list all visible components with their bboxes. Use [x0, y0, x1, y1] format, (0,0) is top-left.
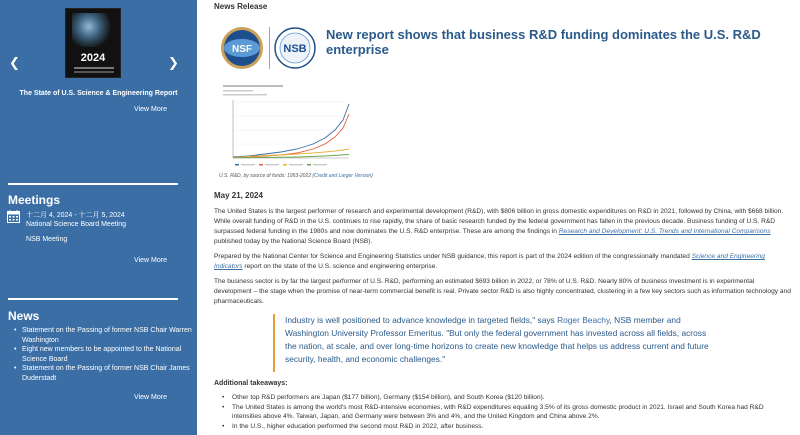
chart-caption-text: U.S. R&D, by source of funds: 1953-2022 (	[219, 173, 315, 179]
nsf-logo-text: NSF	[232, 44, 252, 55]
chart-subtitle-line	[223, 90, 253, 92]
sidebar-divider	[8, 298, 178, 300]
quote-part-1: Industry is well positioned to advance knowledge in targeted fields," says	[285, 315, 558, 325]
para1-text-end: published today by the National Science Board (NSB).	[214, 238, 373, 245]
carousel-next-icon[interactable]: ❯	[168, 55, 179, 70]
quote-part-2: , NSB member and Washington University Professor Emeritus. "But only the federal government has invested across all fields, across the nation, at scale, and over long-time horizons to create new knowledge that helps us address current and future security, health, and economic challenges."	[285, 315, 709, 364]
para1-text: The United States is the largest performer of research and experimental development (R&D), with $806 billion in gross domestic expenditures on R&D in 2021, followed by China, with $668 billion. While overall funding of R&D in the U.S. continues to rise rapidly, the share of basic research funded by the federal government has fallen in the previous decade. Business funding of U.S. R&D surpassed federal funding in the 1980s and now dominates the U.S. R&D enterprise. These are among the findings in	[214, 208, 784, 235]
takeaways-list	[222, 393, 792, 431]
calendar-icon	[7, 210, 20, 223]
paragraph-1	[214, 207, 792, 247]
news-release-label: News Release	[214, 2, 268, 11]
meetings-view-more-link[interactable]: View More	[134, 257, 167, 264]
carousel-prev-icon[interactable]: ❮	[9, 55, 20, 70]
takeaway-item: • Other top R&D performers are Japan ($177 billion), Germany ($154 billion), and South Korea ($120 billion).	[222, 393, 792, 403]
chart-caption	[219, 173, 373, 179]
chart-credit-link[interactable]: Credit and Larger Version	[314, 173, 372, 179]
meetings-title: Meetings	[8, 193, 61, 207]
para2-text: Prepared by the National Center for Science and Engineering Statistics under NSB guidance, this report is part of the 2024 edition of the congressionally mandated	[214, 253, 692, 260]
pull-quote	[273, 314, 713, 372]
paragraph-2	[214, 252, 792, 272]
news-item[interactable]: • Statement on the Passing of former NSB Chair Warren Washington	[14, 326, 194, 345]
headline: New report shows that business R&D funding dominates the U.S. R&D enterprise	[326, 27, 761, 57]
para2-text-end: report on the state of the U.S. science and engineering enterprise.	[242, 263, 438, 270]
news-view-more-link[interactable]: View More	[134, 394, 167, 401]
report-title[interactable]: The State of U.S. Science & Engineering Report	[19, 90, 178, 97]
meeting-name-link[interactable]: NSB Meeting	[26, 236, 68, 243]
news-list	[14, 326, 194, 383]
news-item[interactable]: • Eight new members to be appointed to the National Science Board	[14, 345, 194, 364]
takeaway-item: • In the U.S., higher education performed the second most R&D in 2022, after business.	[222, 422, 792, 432]
meeting-org: National Science Board Meeting	[26, 221, 127, 228]
logo-separator	[269, 27, 270, 69]
report-link[interactable]: Research and Development: U.S. Trends and International Comparisons	[558, 228, 771, 235]
chart-caption-close: )	[371, 173, 373, 179]
cover-year: 2024	[80, 52, 106, 64]
report-view-more-link[interactable]: View More	[134, 106, 167, 113]
cover-artwork	[72, 13, 114, 47]
chart-subtitle-line	[223, 94, 267, 96]
takeaway-item: • The United States is among the world's most R&D-intensive economies, with R&D expenditures equaling 3.5% of its gross domestic product in 2021. Israel and South Korea had R&D intensities above 4%. Taiwan, Japan, and Germany were between 3% and 4%, and the United Kingdom and China above 2%.	[222, 403, 792, 422]
quote-author-link[interactable]: Roger Beachy	[557, 315, 610, 325]
release-date: May 21, 2024	[214, 191, 263, 200]
news-title: News	[8, 309, 40, 323]
news-item[interactable]: • Statement on the Passing of former NSB Chair James Duderstadt	[14, 364, 194, 383]
report-carousel	[0, 0, 197, 175]
chart-title-line	[223, 85, 283, 87]
takeaways-title: Additional takeaways:	[214, 380, 288, 387]
sidebar	[0, 0, 197, 435]
paragraph-3: The business sector is by far the largest performer of U.S. R&D, performing an estimated $693 billion in 2022, or 78% of U.S. R&D. Nearly 80% of business investment is in experimental development – the stage when the promise of near-term commercial benefit is real. Private sector R&D is also highly concentrated, clustering in a few key sectors such as information technology and pharmaceuticals.	[214, 278, 791, 305]
meeting-date: 十二月 4, 2024 - 十二月 5, 2024	[26, 212, 125, 219]
nsb-logo-text: NSB	[283, 43, 307, 55]
report-cover-image[interactable]	[65, 8, 121, 78]
main-content	[197, 0, 800, 435]
nsb-logo	[274, 27, 316, 69]
cover-text-lines	[74, 67, 114, 69]
nsf-logo	[220, 26, 264, 70]
rd-funding-chart-thumbnail[interactable]	[219, 82, 354, 172]
sidebar-divider	[8, 183, 178, 185]
quote-text	[285, 314, 713, 366]
indicators-link[interactable]: Science and Engineering Indicators	[214, 253, 765, 270]
